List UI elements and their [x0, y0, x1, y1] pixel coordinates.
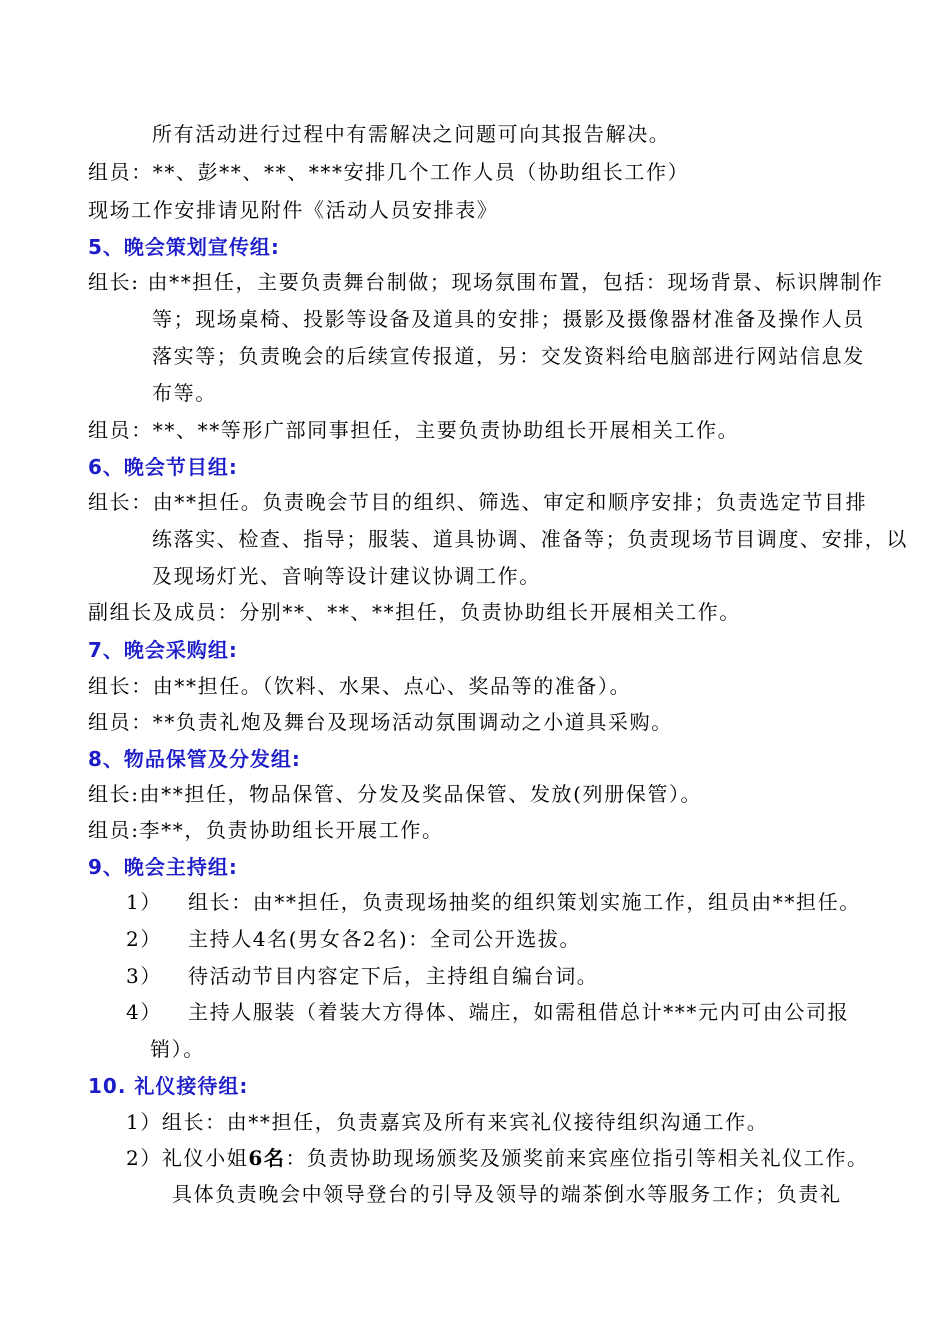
list-item-text: 待活动节目内容定下后，主持组自编台词。: [188, 964, 599, 988]
list-item-text: 销）。: [150, 1037, 205, 1061]
text-line: 组员：**、**等形广部同事担任，主要负责协助组长开展相关工作。: [88, 418, 740, 442]
bold-count: 6名: [248, 1146, 286, 1170]
text-line: 练落实、检查、指导；服装、道具协调、准备等；负责现场节目调度、安排，以: [152, 527, 908, 551]
list-number: 2）: [126, 927, 162, 951]
section-heading: 5、晚会策划宣传组:: [88, 235, 280, 259]
text-line: 组员:李**，负责协助组长开展工作。: [88, 818, 444, 842]
list-number: 3）: [126, 964, 162, 988]
text-line: 等；现场桌椅、投影等设备及道具的安排；摄影及摄像器材准备及操作人员: [152, 307, 865, 331]
list-number: 1）: [126, 890, 162, 914]
list-item-text: 组长：由**担任，负责现场抽奖的组织策划实施工作，组员由**担任。: [188, 890, 861, 914]
text-line: 组长: 由**担任，主要负责舞台制做；现场氛围布置，包括：现场背景、标识牌制作: [88, 270, 884, 294]
section-heading: 8、物品保管及分发组:: [88, 747, 301, 771]
section-heading: 10. 礼仪接待组:: [88, 1074, 249, 1098]
text-line: 现场工作安排请见附件《活动人员安排表》: [88, 198, 499, 222]
section-heading: 7、晚会采购组:: [88, 638, 238, 662]
text-line: 布等。: [152, 381, 217, 405]
section-heading: 9、晚会主持组:: [88, 855, 238, 879]
text-line: 副组长及成员：分别**、**、**担任，负责协助组长开展相关工作。: [88, 600, 741, 624]
list-item-text: 主持人4名(男女各2名)：全司公开选拔。: [188, 927, 582, 951]
text-line: 具体负责晚会中领导登台的引导及领导的端茶倒水等服务工作；负责礼: [172, 1182, 842, 1206]
text-line: 1）组长：由**担任，负责嘉宾及所有来宾礼仪接待组织沟通工作。: [126, 1110, 769, 1134]
text-line: 及现场灯光、音响等设计建议协调工作。: [152, 564, 541, 588]
text-line: 所有活动进行过程中有需解决之问题可向其报告解决。: [152, 122, 671, 146]
list-item-text: 主持人服装（着装大方得体、端庄，如需租借总计***元内可由公司报: [188, 1000, 850, 1024]
text-segment: 2）礼仪小姐: [126, 1146, 249, 1170]
text-segment: ：负责协助现场颁奖及颁奖前来宾座位指引等相关礼仪工作。: [285, 1146, 869, 1170]
text-line: 组长：由**担任。负责晚会节目的组织、筛选、审定和顺序安排；负责选定节目排: [88, 490, 868, 514]
list-number: 4）: [126, 1000, 162, 1024]
section-heading: 6、晚会节目组:: [88, 455, 238, 479]
text-line: 落实等；负责晚会的后续宣传报道，另：交发资料给电脑部进行网站信息发: [152, 344, 865, 368]
text-line: 组长:由**担任，物品保管、分发及奖品保管、发放(列册保管）。: [88, 782, 703, 806]
text-line: 组长：由**担任。（饮料、水果、点心、奖品等的准备）。: [88, 674, 632, 698]
text-line: [126, 1144, 869, 1172]
text-line: 组员：**、彭**、**、***安排几个工作人员（协助组长工作）: [88, 160, 690, 184]
text-line: 组员：**负责礼炮及舞台及现场活动氛围调动之小道具采购。: [88, 710, 673, 734]
